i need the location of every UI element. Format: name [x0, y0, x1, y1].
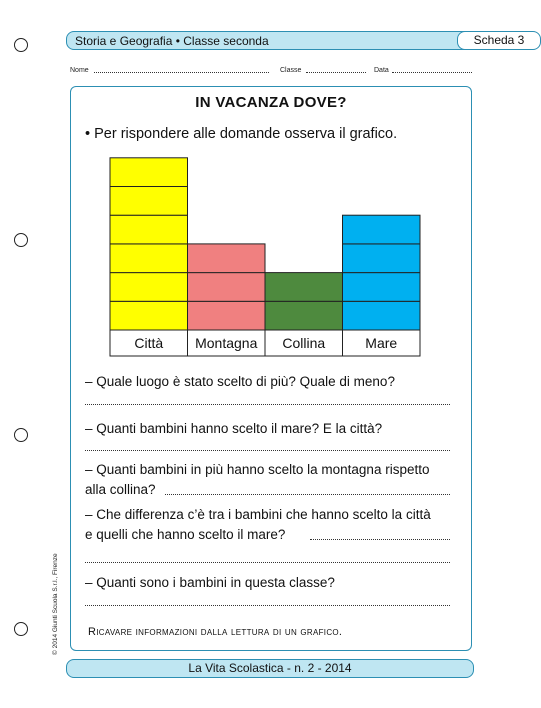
header-band	[66, 31, 525, 50]
question-4: – Che differenza c’è tra i bambini che hanno scelto la città	[85, 507, 431, 522]
bar-segment	[265, 301, 343, 330]
bar-città	[110, 158, 188, 330]
bar-segment	[110, 301, 188, 330]
category-label: Mare	[365, 335, 398, 351]
binder-hole	[14, 428, 28, 442]
answer-line-3[interactable]	[165, 494, 450, 495]
category-label: Città	[134, 335, 164, 351]
bar-segment	[188, 273, 266, 302]
bar-mare	[343, 215, 421, 330]
bar-segment	[265, 273, 343, 302]
page-title: IN VACANZA DOVE?	[195, 94, 347, 111]
question-3: – Quanti bambini in più hanno scelto la montagna rispetto	[85, 462, 430, 477]
copyright-notice: © 2014 Giunti Scuola S.r.l., Firenze	[52, 553, 59, 655]
bar-segment	[343, 273, 421, 302]
subject-label: Storia e Geografia • Classe seconda	[75, 34, 269, 48]
bar-segment	[343, 301, 421, 330]
question-1: – Quale luogo è stato scelto di più? Quale di meno?	[85, 374, 395, 389]
bar-montagna	[188, 244, 266, 330]
question-3-cont: alla collina?	[85, 482, 156, 497]
footer-band: La Vita Scolastica - n. 2 - 2014	[66, 659, 474, 678]
category-label: Collina	[282, 335, 326, 351]
binder-hole	[14, 622, 28, 636]
bar-segment	[110, 187, 188, 216]
answer-line-4b[interactable]	[85, 562, 450, 563]
class-field[interactable]	[306, 72, 366, 73]
answer-line-5[interactable]	[85, 605, 450, 606]
bar-segment	[343, 215, 421, 244]
instruction-text: • Per rispondere alle domande osserva il grafico.	[85, 126, 398, 142]
question-4-cont: e quelli che hanno scelto il mare?	[85, 527, 286, 542]
name-field[interactable]	[94, 72, 269, 73]
date-field[interactable]	[392, 72, 472, 73]
bar-segment	[110, 215, 188, 244]
bar-collina	[265, 273, 343, 330]
answer-line-4a[interactable]	[310, 539, 450, 540]
question-2: – Quanti bambini hanno scelto il mare? E la città?	[85, 421, 383, 436]
answer-line-2[interactable]	[85, 450, 450, 451]
binder-hole	[14, 233, 28, 247]
question-5: – Quanti sono i bambini in questa classe?	[85, 575, 335, 590]
binder-hole	[14, 38, 28, 52]
category-label: Montagna	[195, 335, 258, 351]
bar-segment	[110, 244, 188, 273]
learning-objective: Ricavare informazioni dalla lettura di un grafico.	[88, 626, 343, 638]
name-label: Nome	[70, 67, 89, 74]
bar-segment	[188, 244, 266, 273]
answer-line-1[interactable]	[85, 404, 450, 405]
bar-segment	[110, 158, 188, 187]
date-label: Data	[374, 67, 389, 74]
sheet-number: Scheda 3	[457, 31, 541, 50]
bar-segment	[188, 301, 266, 330]
class-label: Classe	[280, 67, 302, 74]
bar-segment	[343, 244, 421, 273]
bar-segment	[110, 273, 188, 302]
bar-chart	[105, 150, 425, 360]
